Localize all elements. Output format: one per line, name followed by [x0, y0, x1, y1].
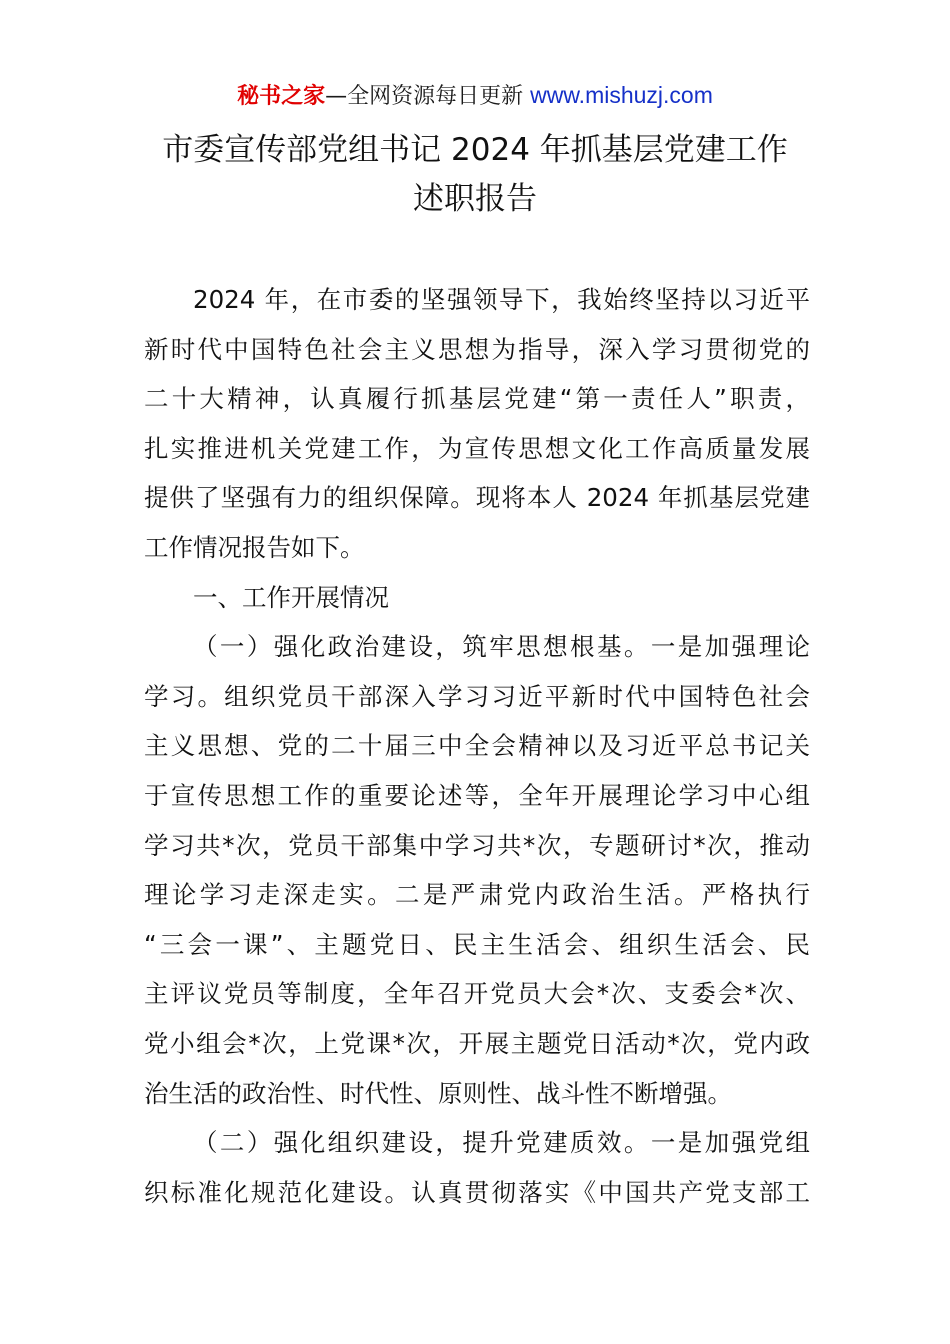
header-tagline: —全网资源每日更新 — [325, 84, 524, 109]
paragraph-line: 学习共*次，党员干部集中学习共*次，专题研讨*次，推动 — [144, 830, 810, 860]
paragraph-line: 理论学习走深走实。二是严肃党内政治生活。严格执行 — [144, 880, 810, 910]
paragraph-line: 扎实推进机关党建工作，为宣传思想文化工作高质量发展 — [144, 433, 810, 463]
site-header — [0, 80, 950, 112]
paragraph-line: 学习。组织党员干部深入学习习近平新时代中国特色社会 — [144, 681, 810, 711]
section-heading: 一、工作开展情况 — [193, 582, 389, 612]
paragraph-line: “三会一课”、主题党日、民主生活会、组织生活会、民 — [144, 929, 810, 959]
document-title — [0, 126, 950, 224]
paragraph-line: （二）强化组织建设，提升党建质效。一是加强党组 — [193, 1128, 810, 1158]
title-line-2: 述职报告 — [413, 181, 537, 217]
document-body — [144, 275, 810, 1217]
title-line-1: 市委宣传部党组书记 2024 年抓基层党建工作 — [162, 132, 788, 168]
paragraph-line: 新时代中国特色社会主义思想为指导，深入学习贯彻党的 — [144, 334, 810, 364]
paragraph-line: 工作情况报告如下。 — [144, 532, 365, 562]
paragraph-line: 织标准化规范化建设。认真贯彻落实《中国共产党支部工 — [144, 1177, 810, 1207]
paragraph-line: 二十大精神，认真履行抓基层党建“第一责任人”职责， — [144, 384, 810, 414]
paragraph-line: 治生活的政治性、时代性、原则性、战斗性不断增强。 — [144, 1078, 732, 1108]
paragraph-line: 提供了坚强有力的组织保障。现将本人 2024 年抓基层党建 — [144, 483, 810, 513]
site-url-link[interactable]: www.mishuzj.com — [530, 82, 713, 108]
paragraph-line: 于宣传思想工作的重要论述等，全年开展理论学习中心组 — [144, 780, 810, 810]
paragraph-line: 主评议党员等制度，全年召开党员大会*次、支委会*次、 — [144, 979, 810, 1009]
paragraph-line: 2024 年，在市委的坚强领导下，我始终坚持以习近平 — [193, 285, 810, 314]
paragraph-line: （一）强化政治建设，筑牢思想根基。一是加强理论 — [193, 632, 810, 662]
paragraph-line: 主义思想、党的二十届三中全会精神以及习近平总书记关 — [144, 731, 810, 761]
paragraph-line: 党小组会*次，上党课*次，开展主题党日活动*次，党内政 — [144, 1028, 810, 1058]
brand-name: 秘书之家 — [237, 84, 326, 109]
